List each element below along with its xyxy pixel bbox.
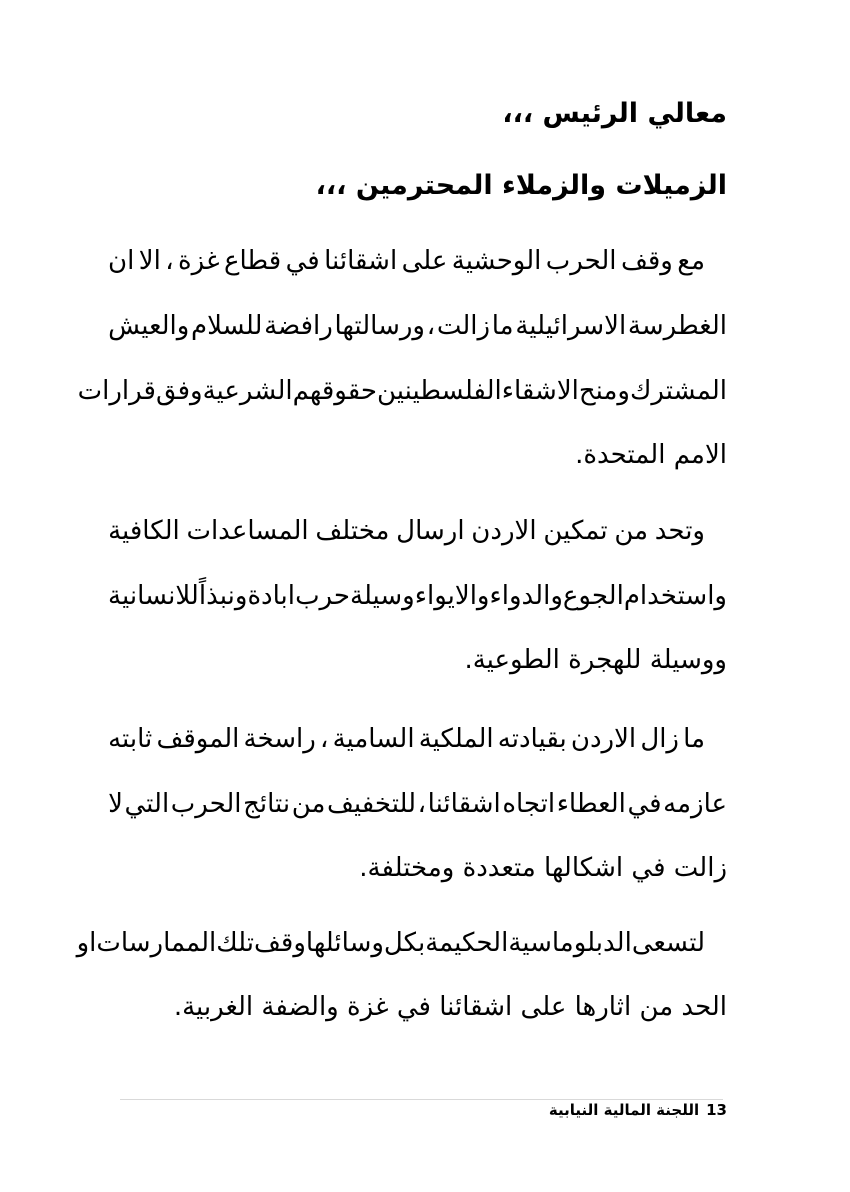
paragraph bbox=[108, 498, 727, 693]
word: ونبذاً bbox=[198, 580, 248, 611]
paragraph-line: الحد من اثارها على اشقائنا في غزة والضفة الغربية. bbox=[173, 992, 727, 1022]
paragraph-line: ووسيلة للهجرة الطوعية. bbox=[464, 645, 727, 675]
word: زالت bbox=[436, 310, 491, 341]
salutation-president: معالي الرئيس ،،، bbox=[502, 98, 727, 129]
word: على bbox=[401, 245, 448, 276]
word: حقوقهم bbox=[292, 375, 377, 406]
word: الغطرسة bbox=[627, 310, 727, 341]
word: زال bbox=[640, 723, 679, 754]
word: ارسال bbox=[396, 515, 465, 546]
word: في bbox=[627, 788, 662, 819]
footer-divider bbox=[120, 1099, 723, 1100]
paragraph-line bbox=[108, 771, 727, 836]
word: الا bbox=[138, 245, 161, 276]
paragraph-line bbox=[108, 498, 727, 563]
word: الحرب bbox=[545, 245, 617, 276]
word: الجوع bbox=[562, 580, 624, 611]
paragraph-line: زالت في اشكالها متعددة ومختلفة. bbox=[359, 853, 727, 883]
word: الاسرائيلية bbox=[515, 310, 627, 341]
word: من bbox=[291, 788, 326, 819]
word: والايواء bbox=[414, 580, 490, 611]
word: عازمه bbox=[663, 788, 727, 819]
word: ان bbox=[108, 245, 135, 276]
word: الوحشية bbox=[451, 245, 542, 276]
word: السامية bbox=[332, 723, 415, 754]
word: من bbox=[614, 515, 649, 546]
word: قطاع bbox=[223, 245, 282, 276]
salutation-colleagues: الزميلات والزملاء المحترمين ،،، bbox=[315, 170, 727, 201]
word: المساعدات bbox=[186, 515, 309, 546]
word: المشترك bbox=[630, 375, 727, 406]
word: اشقائنا bbox=[427, 788, 501, 819]
word: الدبلوماسية bbox=[508, 927, 632, 958]
word: رافضة bbox=[264, 310, 333, 341]
word: مختلف bbox=[315, 515, 390, 546]
word: وتحد bbox=[654, 515, 705, 546]
word: ما bbox=[683, 723, 705, 754]
word: للانسانية bbox=[108, 580, 199, 611]
word: ، bbox=[320, 723, 329, 754]
word: للتخفيف bbox=[327, 788, 417, 819]
paragraphs-container bbox=[76, 228, 727, 1040]
paragraph bbox=[108, 706, 727, 901]
word: وسائلها bbox=[305, 927, 384, 958]
word: الممارسات bbox=[96, 927, 217, 958]
word: في bbox=[285, 245, 320, 276]
word: الفلسطينين bbox=[376, 375, 502, 406]
paragraph bbox=[77, 228, 727, 488]
word: راسخة bbox=[243, 723, 316, 754]
word: ، bbox=[165, 245, 174, 276]
word: ثابته bbox=[108, 723, 153, 754]
word: واستخدام bbox=[623, 580, 727, 611]
word: نتائج bbox=[243, 788, 291, 819]
word: والدواء bbox=[489, 580, 563, 611]
word: او bbox=[76, 927, 97, 958]
word: الكافية bbox=[108, 515, 180, 546]
word: حرب bbox=[295, 580, 350, 611]
word: التي bbox=[124, 788, 170, 819]
paragraph-line bbox=[108, 293, 727, 358]
word: الشرعية bbox=[202, 375, 293, 406]
word: تلك bbox=[216, 927, 254, 958]
word: ما bbox=[491, 310, 514, 341]
word: تمكين bbox=[543, 515, 608, 546]
word: لتسعى bbox=[631, 927, 705, 958]
word: العطاء bbox=[556, 788, 626, 819]
footer-committee-name: اللجنة المالية النيابية bbox=[548, 1101, 700, 1119]
word: لا bbox=[108, 788, 123, 819]
word: قرارات bbox=[77, 375, 156, 406]
paragraph bbox=[76, 910, 727, 1040]
word: اتجاه bbox=[502, 788, 556, 819]
paragraph-line: الامم المتحدة. bbox=[575, 440, 727, 470]
word: الاشقاء bbox=[501, 375, 579, 406]
word: وقف bbox=[253, 927, 306, 958]
word: الملكية bbox=[418, 723, 494, 754]
page-footer bbox=[549, 1101, 727, 1119]
paragraph-line bbox=[76, 910, 727, 975]
word: الاردن bbox=[471, 515, 537, 546]
word: ، bbox=[426, 310, 436, 341]
word: ابادة bbox=[247, 580, 296, 611]
paragraph-line bbox=[108, 706, 727, 771]
word: الحرب bbox=[170, 788, 242, 819]
word: اشقائنا bbox=[324, 245, 398, 276]
word: الموقف bbox=[156, 723, 240, 754]
word: بكل bbox=[383, 927, 426, 958]
word: غزة bbox=[178, 245, 220, 276]
word: للسلام bbox=[191, 310, 263, 341]
letter-body bbox=[76, 81, 727, 1040]
paragraph-line bbox=[77, 358, 727, 423]
paragraph-line bbox=[108, 228, 727, 293]
word: مع bbox=[677, 245, 705, 276]
word: ومنح bbox=[578, 375, 630, 406]
word: وقف bbox=[620, 245, 673, 276]
word: وفق bbox=[155, 375, 203, 406]
word: بقيادته bbox=[497, 723, 567, 754]
paragraph-line bbox=[108, 563, 727, 628]
word: والعيش bbox=[108, 310, 190, 341]
word: ورسالتها bbox=[334, 310, 425, 341]
word: الاردن bbox=[570, 723, 637, 754]
word: الحكيمة bbox=[425, 927, 509, 958]
word: ، bbox=[417, 788, 427, 819]
page-number: 13 bbox=[706, 1101, 727, 1119]
word: وسيلة bbox=[350, 580, 415, 611]
